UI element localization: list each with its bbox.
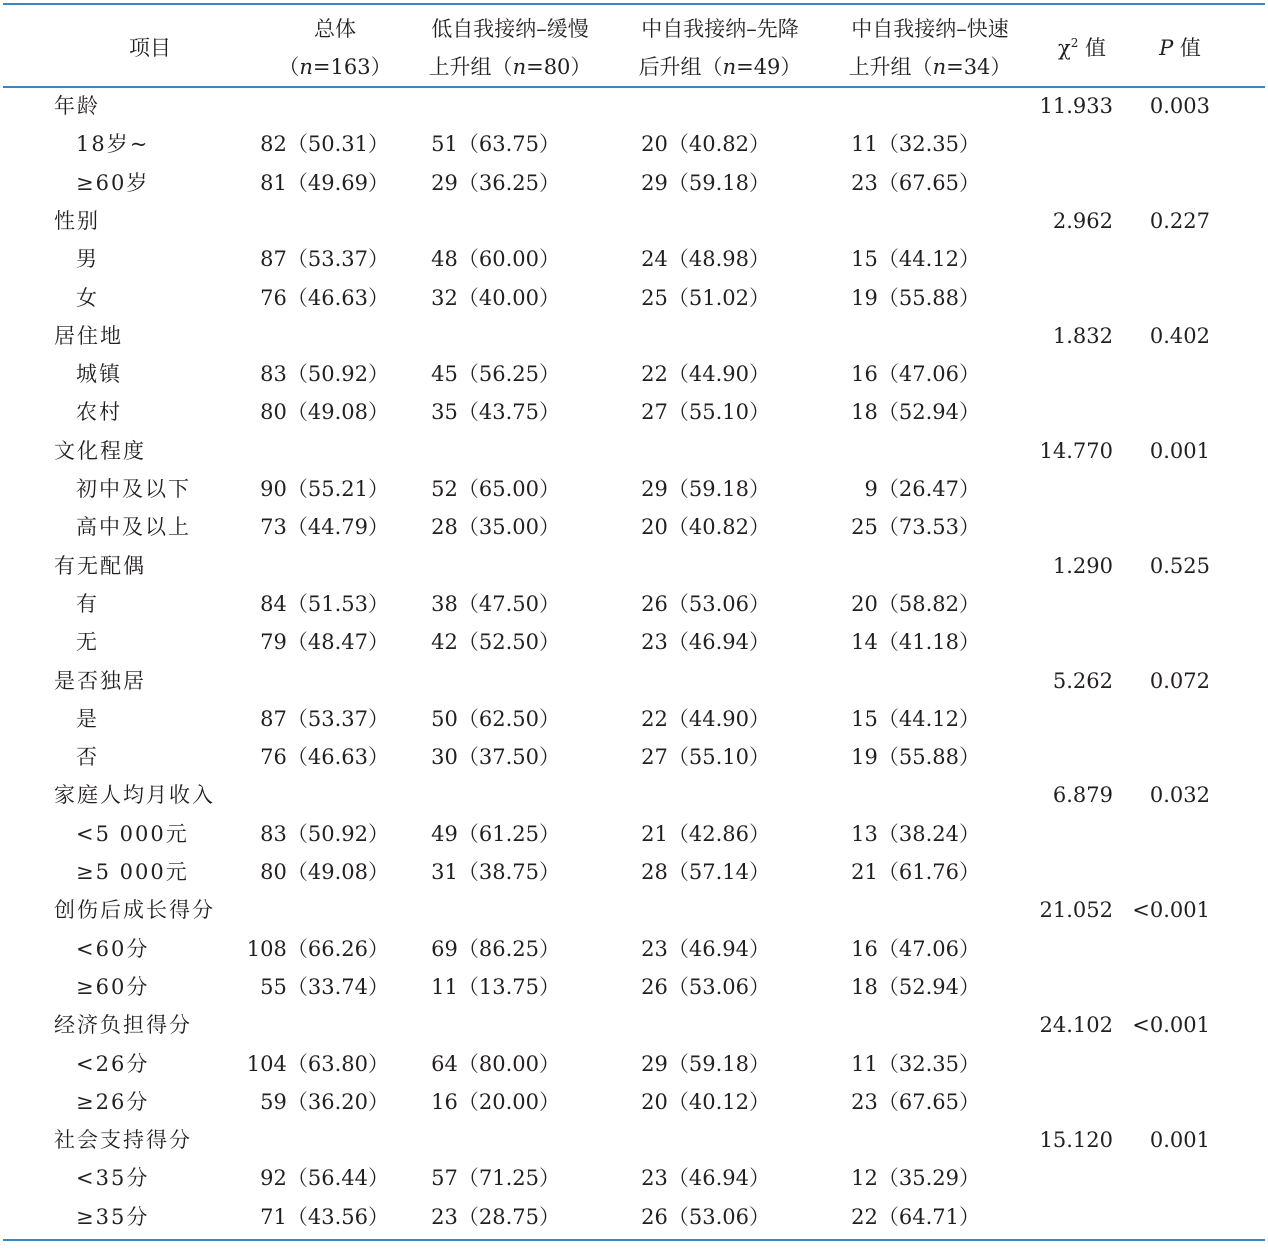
mid-fall-rise-cell: 29（59.18）: [641, 1051, 770, 1076]
low-slow-rise-cell: 57（71.25）: [431, 1166, 560, 1191]
subgroup-label: ≥60岁: [76, 170, 150, 195]
table-group-row: [0, 202, 1268, 240]
total-cell: 76（46.63）: [260, 745, 389, 770]
subgroup-label: 高中及以上: [76, 515, 191, 540]
chi-square-value: 2.962: [1052, 208, 1113, 233]
total-cell: 79（48.47）: [260, 630, 389, 655]
subgroup-label: <5 000元: [76, 821, 189, 846]
mid-fall-rise-cell: 26（53.06）: [641, 591, 770, 616]
mid-fast-rise-cell: 18（52.94）: [851, 974, 980, 999]
p-value: 0.001: [1149, 438, 1210, 463]
low-slow-rise-cell: 69（86.25）: [431, 936, 560, 961]
low-slow-rise-cell: 64（80.00）: [431, 1051, 560, 1076]
mid-fast-rise-cell: 19（55.88）: [851, 285, 980, 310]
header-mid2-line1: 中自我接纳–快速: [851, 17, 1009, 41]
table-top-rule: [3, 3, 1265, 5]
header-chi-square: $\chi^2$ 值: [1057, 36, 1107, 60]
subgroup-label: <26分: [76, 1051, 150, 1076]
header-mid1-line2: 后升组（n=49）: [638, 55, 802, 79]
chi-square-value: 6.879: [1052, 783, 1113, 808]
low-slow-rise-cell: 52（65.00）: [431, 477, 560, 501]
subgroup-label: <60分: [76, 936, 150, 961]
mid-fall-rise-cell: 26（53.06）: [641, 1204, 770, 1229]
low-slow-rise-cell: 28（35.00）: [431, 515, 560, 540]
low-slow-rise-cell: 32（40.00）: [431, 285, 560, 310]
low-slow-rise-cell: 30（37.50）: [431, 745, 560, 770]
mid-fast-rise-cell: 12（35.29）: [851, 1166, 980, 1191]
low-slow-rise-cell: 29（36.25）: [431, 170, 560, 195]
subgroup-label: 18岁~: [76, 132, 150, 157]
low-slow-rise-cell: 23（28.75）: [431, 1204, 560, 1229]
total-cell: 90（55.21）: [260, 477, 389, 501]
mid-fast-rise-cell: 14（41.18）: [851, 630, 980, 655]
group-label: 是否独居: [54, 668, 146, 693]
p-value: <0.001: [1132, 898, 1210, 923]
table-group-row: [0, 547, 1268, 585]
table-group-row: [0, 1121, 1268, 1159]
table-group-row: [0, 87, 1268, 125]
low-slow-rise-cell: 31（38.75）: [431, 860, 560, 884]
chi-square-value: 11.933: [1039, 94, 1113, 118]
table-row: [0, 470, 1268, 508]
mid-fast-rise-cell: 20（58.82）: [851, 591, 980, 616]
subgroup-label: ≥26分: [76, 1089, 150, 1114]
group-label: 有无配偶: [54, 553, 146, 578]
group-label: 经济负担得分: [54, 1013, 192, 1038]
subgroup-label: <35分: [76, 1166, 150, 1191]
mid-fast-rise-cell: 19（55.88）: [851, 745, 980, 770]
mid-fall-rise-cell: 22（44.90）: [641, 362, 770, 387]
group-label: 创伤后成长得分: [54, 898, 215, 923]
mid-fast-rise-cell: 16（47.06）: [851, 362, 980, 387]
table-group-row: [0, 662, 1268, 700]
chi-square-value: 21.052: [1039, 898, 1113, 923]
mid-fast-rise-cell: 15（44.12）: [851, 706, 980, 731]
group-label: 家庭人均月收入: [54, 783, 215, 808]
subgroup-label: ≥35分: [76, 1204, 150, 1229]
chi-square-value: 5.262: [1052, 668, 1113, 693]
header-low-line1: 低自我接纳–缓慢: [431, 17, 589, 41]
total-cell: 81（49.69）: [260, 170, 389, 195]
total-cell: 92（56.44）: [260, 1166, 389, 1191]
low-slow-rise-cell: 50（62.50）: [431, 706, 560, 731]
total-cell: 104（63.80）: [246, 1051, 389, 1076]
table-row: [0, 240, 1268, 278]
p-value: <0.001: [1132, 1013, 1210, 1038]
table-row: [0, 623, 1268, 661]
chi-square-value: 24.102: [1039, 1013, 1113, 1038]
low-slow-rise-cell: 51（63.75）: [431, 132, 560, 157]
total-cell: 84（51.53）: [260, 591, 389, 616]
header-p-value: P 值: [1159, 36, 1201, 60]
group-label: 文化程度: [54, 438, 146, 463]
table-row: [0, 279, 1268, 317]
mid-fall-rise-cell: 23（46.94）: [641, 630, 770, 655]
mid-fall-rise-cell: 22（44.90）: [641, 706, 770, 731]
mid-fall-rise-cell: 29（59.18）: [641, 477, 770, 501]
mid-fall-rise-cell: 29（59.18）: [641, 170, 770, 195]
p-value: 0.003: [1149, 94, 1210, 118]
mid-fast-rise-cell: 11（32.35）: [851, 132, 980, 157]
total-cell: 80（49.08）: [260, 860, 389, 884]
low-slow-rise-cell: 49（61.25）: [431, 821, 560, 846]
low-slow-rise-cell: 48（60.00）: [431, 247, 560, 272]
mid-fall-rise-cell: 23（46.94）: [641, 1166, 770, 1191]
mid-fast-rise-cell: 18（52.94）: [851, 400, 980, 425]
group-label: 居住地: [54, 323, 123, 348]
low-slow-rise-cell: 16（20.00）: [431, 1089, 560, 1114]
mid-fast-rise-cell: 16（47.06）: [851, 936, 980, 961]
table-row: [0, 1045, 1268, 1083]
mid-fall-rise-cell: 27（55.10）: [641, 745, 770, 770]
table-row: [0, 355, 1268, 393]
chi-square-value: 1.832: [1052, 323, 1113, 348]
group-label: 年龄: [54, 94, 100, 118]
low-slow-rise-cell: 35（43.75）: [431, 400, 560, 425]
table-group-row: [0, 432, 1268, 470]
header-mid2-line2: 上升组（n=34）: [848, 55, 1012, 79]
mid-fast-rise-cell: 21（61.76）: [851, 860, 980, 884]
mid-fall-rise-cell: 20（40.82）: [641, 132, 770, 157]
total-cell: 55（33.74）: [260, 974, 389, 999]
mid-fall-rise-cell: 24（48.98）: [641, 247, 770, 272]
subgroup-label: 有: [76, 591, 99, 616]
mid-fall-rise-cell: 26（53.06）: [641, 974, 770, 999]
p-value: 0.402: [1149, 323, 1210, 348]
mid-fast-rise-cell: 9（26.47）: [864, 477, 980, 501]
table-bottom-rule: [3, 1239, 1265, 1241]
total-cell: 83（50.92）: [260, 821, 389, 846]
mid-fast-rise-cell: 13（38.24）: [851, 821, 980, 846]
group-label: 社会支持得分: [54, 1128, 192, 1153]
mid-fast-rise-cell: 23（67.65）: [851, 1089, 980, 1114]
total-cell: 82（50.31）: [260, 132, 389, 157]
table-row: [0, 968, 1268, 1006]
header-total-line2: （n=163）: [278, 55, 392, 79]
subgroup-label: 初中及以下: [76, 477, 191, 501]
subgroup-label: 女: [76, 285, 99, 310]
subgroup-label: 男: [76, 247, 99, 272]
chi-square-value: 1.290: [1052, 553, 1113, 578]
mid-fast-rise-cell: 11（32.35）: [851, 1051, 980, 1076]
table-row: [0, 164, 1268, 202]
mid-fall-rise-cell: 27（55.10）: [641, 400, 770, 425]
table-group-row: [0, 891, 1268, 929]
table-row: [0, 1159, 1268, 1197]
total-cell: 76（46.63）: [260, 285, 389, 310]
p-value: 0.525: [1149, 553, 1210, 578]
p-value: 0.072: [1149, 668, 1210, 693]
table-row: [0, 393, 1268, 431]
total-cell: 80（49.08）: [260, 400, 389, 425]
total-cell: 108（66.26）: [246, 936, 389, 961]
mid-fall-rise-cell: 20（40.12）: [641, 1089, 770, 1114]
table-row: [0, 738, 1268, 776]
mid-fast-rise-cell: 15（44.12）: [851, 247, 980, 272]
low-slow-rise-cell: 42（52.50）: [431, 630, 560, 655]
total-cell: 59（36.20）: [260, 1089, 389, 1114]
table-row: [0, 508, 1268, 546]
table-group-row: [0, 1006, 1268, 1044]
total-cell: 73（44.79）: [260, 515, 389, 540]
p-value: 0.227: [1149, 208, 1210, 233]
table-row: [0, 853, 1268, 891]
p-value: 0.032: [1149, 783, 1210, 808]
subgroup-label: ≥60分: [76, 974, 150, 999]
header-item: 项目: [129, 36, 171, 60]
total-cell: 87（53.37）: [260, 247, 389, 272]
header-mid1-line1: 中自我接纳–先降: [641, 17, 799, 41]
subgroup-label: 城镇: [76, 362, 122, 387]
table-group-row: [0, 317, 1268, 355]
mid-fall-rise-cell: 21（42.86）: [641, 821, 770, 846]
subgroup-label: ≥5 000元: [76, 860, 189, 884]
low-slow-rise-cell: 38（47.50）: [431, 591, 560, 616]
table-row: [0, 930, 1268, 968]
table-row: [0, 1083, 1268, 1121]
low-slow-rise-cell: 45（56.25）: [431, 362, 560, 387]
total-cell: 83（50.92）: [260, 362, 389, 387]
subgroup-label: 农村: [76, 400, 122, 425]
header-total-line1: 总体: [314, 17, 356, 41]
table-row: [0, 815, 1268, 853]
subgroup-label: 无: [76, 630, 99, 655]
mid-fast-rise-cell: 23（67.65）: [851, 170, 980, 195]
table-row: [0, 1198, 1268, 1236]
table-row: [0, 125, 1268, 163]
header-low-line2: 上升组（n=80）: [428, 55, 592, 79]
mid-fall-rise-cell: 25（51.02）: [641, 285, 770, 310]
table-row: [0, 700, 1268, 738]
p-value: 0.001: [1149, 1128, 1210, 1153]
table-group-row: [0, 776, 1268, 814]
total-cell: 87（53.37）: [260, 706, 389, 731]
chi-square-value: 14.770: [1039, 438, 1113, 463]
mid-fall-rise-cell: 28（57.14）: [641, 860, 770, 884]
group-label: 性别: [54, 208, 100, 233]
mid-fall-rise-cell: 23（46.94）: [641, 936, 770, 961]
subgroup-label: 否: [76, 745, 99, 770]
mid-fast-rise-cell: 22（64.71）: [851, 1204, 980, 1229]
chi-square-value: 15.120: [1039, 1128, 1113, 1153]
mid-fall-rise-cell: 20（40.82）: [641, 515, 770, 540]
subgroup-label: 是: [76, 706, 99, 731]
total-cell: 71（43.56）: [260, 1204, 389, 1229]
low-slow-rise-cell: 11（13.75）: [431, 974, 560, 999]
table-row: [0, 585, 1268, 623]
mid-fast-rise-cell: 25（73.53）: [851, 515, 980, 540]
